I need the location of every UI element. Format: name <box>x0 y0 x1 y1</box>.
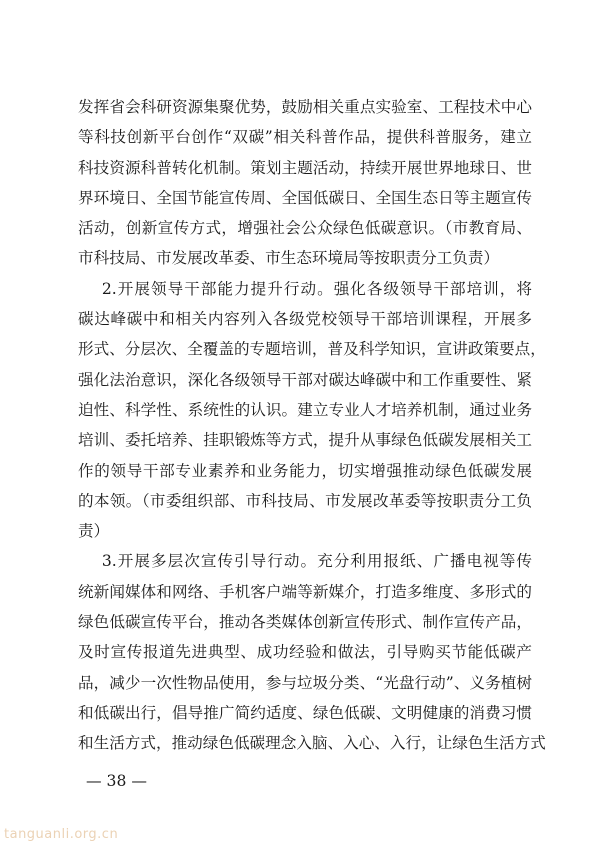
text-line: 品，减少一次性物品使用，参与垃圾分类、“光盘行动”、义务植树 <box>78 673 532 692</box>
text-line: 统新闻媒体和网络、手机客户端等新媒介，打造多维度、多形式的 <box>78 582 532 601</box>
text-line: 责） <box>78 522 110 541</box>
text-line: 及时宣传报道先进典型、成功经验和做法，引导购买节能低碳产 <box>78 643 532 662</box>
text-line: 迫性、科学性、系统性的认识。建立专业人才培养机制，通过业务 <box>78 400 532 419</box>
page-number: — 38 — <box>86 772 147 790</box>
text-line: 和低碳出行，倡导推广简约适度、绿色低碳、文明健康的消费习惯 <box>78 703 532 722</box>
text-line: 培训、委托培养、挂职锻炼等方式，提升从事绿色低碳发展相关工 <box>78 431 532 450</box>
text-line: 和生活方式，推动绿色低碳理念入脑、入心、入行，让绿色生活方式 <box>78 734 546 753</box>
text-line: 形式、分层次、全覆盖的专题培训，普及科学知识，宣讲政策要点， <box>78 340 546 359</box>
text-line: 发挥省会科研资源集聚优势，鼓励相关重点实验室、工程技术中心 <box>78 98 532 116</box>
text-line: 市科技局、市发展改革委、市生态环境局等按职责分工负责） <box>78 249 500 268</box>
document-body <box>78 92 546 759</box>
text-line: 碳达峰碳中和相关内容列入各级党校领导干部培训课程，开展多 <box>78 310 532 329</box>
paragraph-3 <box>78 546 546 758</box>
text-line: 作的领导干部专业素养和业务能力，切实增强推动绿色低碳发展 <box>78 461 532 480</box>
text-line: 的本领。（市委组织部、市科技局、市发展改革委等按职责分工负 <box>78 491 532 510</box>
text-line: 界环境日、全国节能宣传周、全国低碳日、全国生态日等主题宣传 <box>78 188 532 207</box>
text-line: 科技资源科普转化机制。策划主题活动，持续开展世界地球日、世 <box>78 158 532 177</box>
watermark: tanguanli.org.cn <box>4 827 119 842</box>
text-line: 强化法治意识，深化各级领导干部对碳达峰碳中和工作重要性、紧 <box>78 370 532 389</box>
text-line: 3.开展多层次宣传引导行动。充分利用报纸、广播电视等传 <box>78 552 532 571</box>
paragraph-1 <box>78 92 532 274</box>
paragraph-2 <box>78 274 546 547</box>
text-line: 2.开展领导干部能力提升行动。强化各级领导干部培训，将 <box>78 279 532 298</box>
text-line: 绿色低碳宣传平台，推动各类媒体创新宣传形式、制作宣传产品， <box>78 613 532 632</box>
text-line: 活动，创新宣传方式，增强社会公众绿色低碳意识。（市教育局、 <box>78 219 532 238</box>
text-line: 等科技创新平台创作“双碳”相关科普作品，提供科普服务，建立 <box>78 128 532 147</box>
